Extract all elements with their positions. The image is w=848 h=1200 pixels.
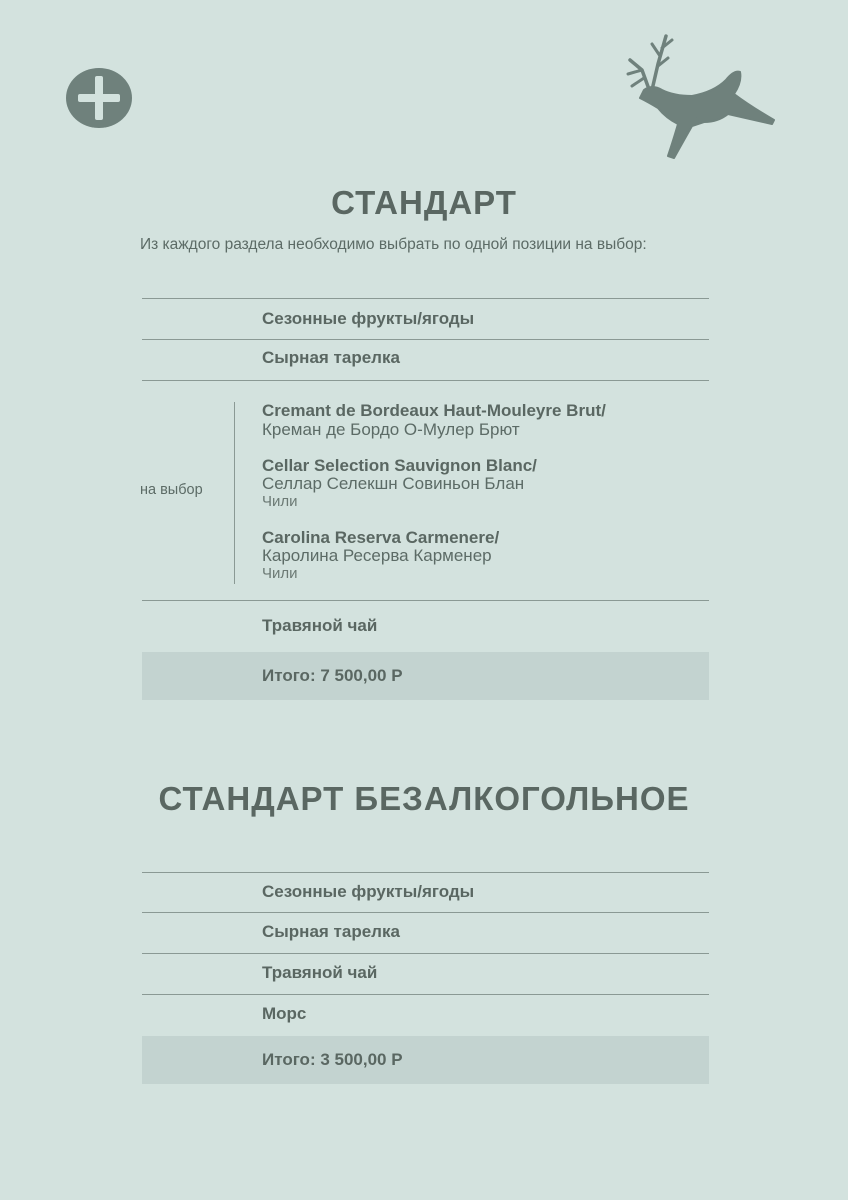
- divider: [142, 994, 709, 995]
- section-subtitle: Из каждого раздела необходимо выбрать по одной позиции на выбор:: [140, 236, 647, 253]
- circle-cross-icon: [64, 66, 134, 130]
- menu-item: Сырная тарелка: [262, 348, 400, 367]
- choice-divider: [234, 402, 235, 584]
- option-name-en: Cellar Selection Sauvignon Blanc/: [262, 456, 537, 475]
- divider: [142, 298, 709, 299]
- menu-item: Морс: [262, 1004, 307, 1023]
- option-country: Чили: [262, 565, 298, 582]
- total-box: [142, 652, 709, 700]
- divider: [142, 912, 709, 913]
- total-box: [142, 1036, 709, 1084]
- option-name-en: Cremant de Bordeaux Haut-Mouleyre Brut/: [262, 401, 606, 420]
- divider: [142, 339, 709, 340]
- menu-item: Сырная тарелка: [262, 922, 400, 941]
- total-price: Итого: 3 500,00 Р: [262, 1050, 403, 1069]
- option-name-ru: Креман де Бордо О-Мулер Брют: [262, 420, 520, 439]
- divider: [142, 600, 709, 601]
- divider: [142, 953, 709, 954]
- section-title-standard: СТАНДАРТ: [331, 184, 517, 221]
- total-price: Итого: 7 500,00 Р: [262, 666, 403, 685]
- deer-icon: [622, 30, 782, 162]
- section-title-nonalcoholic: СТАНДАРТ БЕЗАЛКОГОЛЬНОЕ: [158, 780, 690, 817]
- option-country: Чили: [262, 493, 298, 510]
- option-name-en: Carolina Reserva Carmenere/: [262, 528, 500, 547]
- menu-item: Травяной чай: [262, 616, 378, 635]
- divider: [142, 872, 709, 873]
- menu-item: Сезонные фрукты/ягоды: [262, 309, 475, 328]
- choice-label: на выбор: [140, 482, 203, 498]
- option-name-ru: Каролина Ресерва Карменер: [262, 546, 492, 565]
- menu-item: Сезонные фрукты/ягоды: [262, 882, 475, 901]
- divider: [142, 380, 709, 381]
- menu-item: Травяной чай: [262, 963, 378, 982]
- option-name-ru: Селлар Селекшн Совиньон Блан: [262, 474, 525, 493]
